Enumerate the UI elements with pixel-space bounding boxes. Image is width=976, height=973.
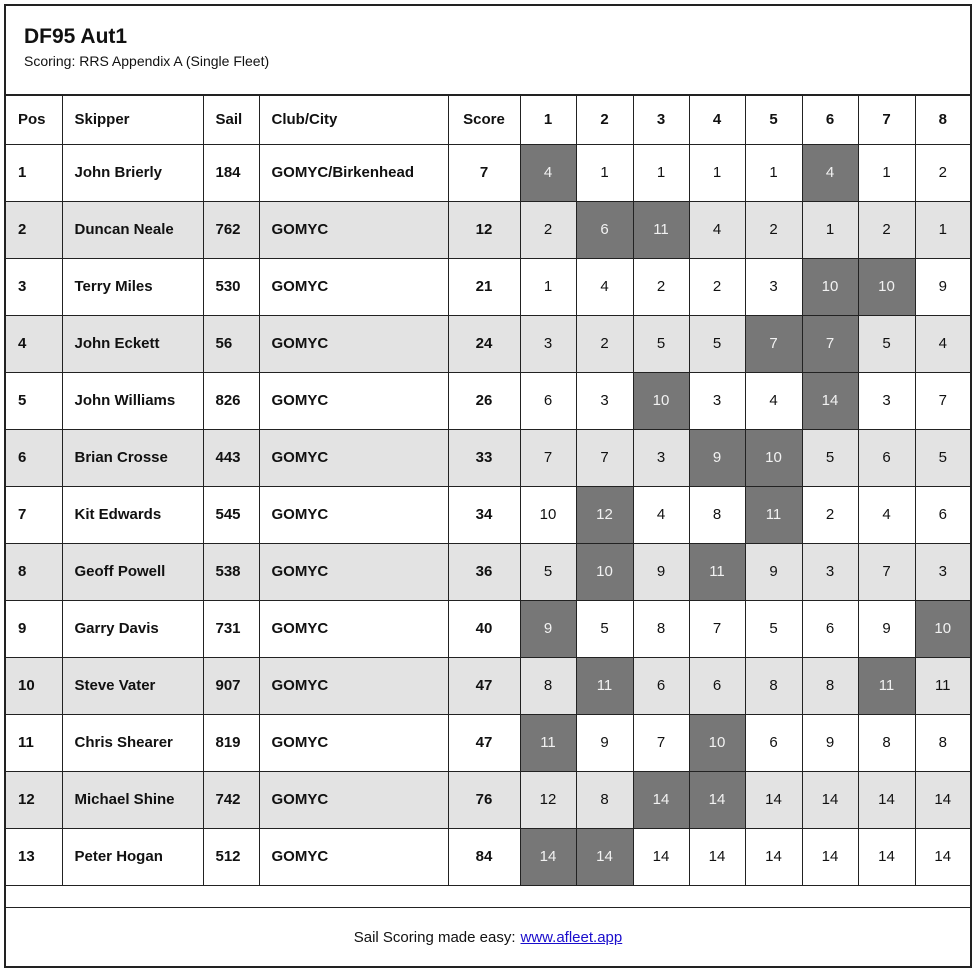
race-result-cell: 8	[576, 771, 633, 828]
table-row	[6, 372, 970, 429]
race-result-cell: 14	[745, 828, 802, 885]
position-cell: 4	[6, 315, 62, 372]
footer	[6, 907, 970, 966]
race-result-cell: 9	[576, 714, 633, 771]
position-cell: 11	[6, 714, 62, 771]
race-result-cell: 6	[802, 600, 858, 657]
score-cell: 47	[448, 714, 520, 771]
table-row	[6, 315, 970, 372]
race-result-cell: 8	[520, 657, 576, 714]
column-header-4: 4	[689, 96, 745, 144]
race-result-cell: 6	[689, 657, 745, 714]
race-result-cell: 3	[520, 315, 576, 372]
race-result-cell: 1	[689, 144, 745, 201]
race-result-cell: 14	[915, 771, 970, 828]
results-table	[6, 96, 970, 886]
race-result-cell: 2	[633, 258, 689, 315]
position-cell: 9	[6, 600, 62, 657]
race-result-cell: 12	[576, 486, 633, 543]
table-row	[6, 258, 970, 315]
sail-number-cell: 819	[203, 714, 259, 771]
club-cell: GOMYC	[259, 657, 448, 714]
race-result-cell: 14	[858, 771, 915, 828]
race-result-cell: 4	[520, 144, 576, 201]
skipper-cell: Chris Shearer	[62, 714, 203, 771]
column-header-skipper: Skipper	[62, 96, 203, 144]
race-result-cell: 9	[915, 258, 970, 315]
race-result-cell: 9	[802, 714, 858, 771]
position-cell: 12	[6, 771, 62, 828]
skipper-cell: Brian Crosse	[62, 429, 203, 486]
race-result-cell: 6	[915, 486, 970, 543]
table-row	[6, 600, 970, 657]
race-result-cell: 8	[633, 600, 689, 657]
score-cell: 40	[448, 600, 520, 657]
score-cell: 7	[448, 144, 520, 201]
column-header-5: 5	[745, 96, 802, 144]
race-result-cell: 9	[858, 600, 915, 657]
club-cell: GOMYC	[259, 201, 448, 258]
skipper-cell: Steve Vater	[62, 657, 203, 714]
race-result-cell: 14	[802, 372, 858, 429]
club-cell: GOMYC/Birkenhead	[259, 144, 448, 201]
table-row	[6, 429, 970, 486]
race-result-cell: 4	[915, 315, 970, 372]
club-cell: GOMYC	[259, 315, 448, 372]
race-result-cell: 1	[802, 201, 858, 258]
race-result-cell: 3	[689, 372, 745, 429]
club-cell: GOMYC	[259, 600, 448, 657]
race-result-cell: 14	[576, 828, 633, 885]
footer-text: Sail Scoring made easy:	[353, 928, 516, 946]
skipper-cell: Michael Shine	[62, 771, 203, 828]
score-cell: 34	[448, 486, 520, 543]
club-cell: GOMYC	[259, 258, 448, 315]
club-cell: GOMYC	[259, 486, 448, 543]
club-cell: GOMYC	[259, 771, 448, 828]
afleet-link[interactable]: www.afleet.app	[520, 928, 623, 946]
race-result-cell: 11	[689, 543, 745, 600]
race-result-cell: 2	[689, 258, 745, 315]
table-row	[6, 201, 970, 258]
race-result-cell: 3	[745, 258, 802, 315]
position-cell: 6	[6, 429, 62, 486]
skipper-cell: Geoff Powell	[62, 543, 203, 600]
race-result-cell: 5	[633, 315, 689, 372]
skipper-cell: Duncan Neale	[62, 201, 203, 258]
score-cell: 36	[448, 543, 520, 600]
club-cell: GOMYC	[259, 372, 448, 429]
race-result-cell: 14	[858, 828, 915, 885]
race-result-cell: 8	[915, 714, 970, 771]
score-cell: 33	[448, 429, 520, 486]
race-result-cell: 9	[745, 543, 802, 600]
race-result-cell: 1	[576, 144, 633, 201]
race-result-cell: 5	[802, 429, 858, 486]
position-cell: 7	[6, 486, 62, 543]
race-result-cell: 3	[802, 543, 858, 600]
race-result-cell: 3	[633, 429, 689, 486]
skipper-cell: Peter Hogan	[62, 828, 203, 885]
race-result-cell: 10	[915, 600, 970, 657]
skipper-cell: John Brierly	[62, 144, 203, 201]
race-result-cell: 14	[802, 771, 858, 828]
race-result-cell: 4	[633, 486, 689, 543]
race-result-cell: 14	[915, 828, 970, 885]
race-result-cell: 10	[802, 258, 858, 315]
column-header-6: 6	[802, 96, 858, 144]
race-result-cell: 7	[520, 429, 576, 486]
race-result-cell: 14	[633, 828, 689, 885]
race-result-cell: 14	[802, 828, 858, 885]
race-result-cell: 1	[915, 201, 970, 258]
race-result-cell: 11	[576, 657, 633, 714]
position-cell: 10	[6, 657, 62, 714]
race-result-cell: 8	[745, 657, 802, 714]
position-cell: 1	[6, 144, 62, 201]
race-result-cell: 10	[520, 486, 576, 543]
position-cell: 3	[6, 258, 62, 315]
sail-number-cell: 826	[203, 372, 259, 429]
sail-number-cell: 184	[203, 144, 259, 201]
column-header-2: 2	[576, 96, 633, 144]
sail-number-cell: 530	[203, 258, 259, 315]
race-result-cell: 5	[858, 315, 915, 372]
race-result-cell: 4	[689, 201, 745, 258]
skipper-cell: John Williams	[62, 372, 203, 429]
position-cell: 5	[6, 372, 62, 429]
score-cell: 47	[448, 657, 520, 714]
race-result-cell: 14	[689, 771, 745, 828]
column-header-7: 7	[858, 96, 915, 144]
column-header-sail: Sail	[203, 96, 259, 144]
race-result-cell: 14	[633, 771, 689, 828]
score-cell: 12	[448, 201, 520, 258]
race-result-cell: 14	[745, 771, 802, 828]
race-result-cell: 2	[915, 144, 970, 201]
column-header-score: Score	[448, 96, 520, 144]
table-row	[6, 828, 970, 885]
race-result-cell: 6	[745, 714, 802, 771]
race-result-cell: 2	[576, 315, 633, 372]
race-result-cell: 8	[802, 657, 858, 714]
race-result-cell: 9	[520, 600, 576, 657]
results-header	[6, 6, 970, 96]
race-result-cell: 9	[633, 543, 689, 600]
race-result-cell: 6	[858, 429, 915, 486]
scoring-subtitle: Scoring: RRS Appendix A (Single Fleet)	[24, 53, 270, 69]
sail-number-cell: 512	[203, 828, 259, 885]
race-result-cell: 11	[858, 657, 915, 714]
race-result-cell: 1	[745, 144, 802, 201]
race-result-cell: 11	[520, 714, 576, 771]
race-result-cell: 8	[858, 714, 915, 771]
skipper-cell: John Eckett	[62, 315, 203, 372]
score-cell: 84	[448, 828, 520, 885]
position-cell: 8	[6, 543, 62, 600]
race-result-cell: 7	[576, 429, 633, 486]
race-result-cell: 12	[520, 771, 576, 828]
race-result-cell: 1	[858, 144, 915, 201]
column-header-8: 8	[915, 96, 970, 144]
race-result-cell: 10	[858, 258, 915, 315]
race-result-cell: 7	[633, 714, 689, 771]
sail-number-cell: 762	[203, 201, 259, 258]
table-row	[6, 771, 970, 828]
race-result-cell: 11	[633, 201, 689, 258]
race-result-cell: 7	[915, 372, 970, 429]
results-sheet	[4, 4, 972, 968]
table-row	[6, 144, 970, 201]
club-cell: GOMYC	[259, 543, 448, 600]
table-row	[6, 543, 970, 600]
score-cell: 24	[448, 315, 520, 372]
race-result-cell: 11	[915, 657, 970, 714]
race-result-cell: 8	[689, 486, 745, 543]
race-result-cell: 5	[915, 429, 970, 486]
race-result-cell: 6	[576, 201, 633, 258]
column-header-1: 1	[520, 96, 576, 144]
sail-number-cell: 443	[203, 429, 259, 486]
table-row	[6, 657, 970, 714]
race-result-cell: 3	[915, 543, 970, 600]
race-result-cell: 1	[520, 258, 576, 315]
race-result-cell: 4	[745, 372, 802, 429]
club-cell: GOMYC	[259, 828, 448, 885]
table-row	[6, 486, 970, 543]
race-result-cell: 7	[858, 543, 915, 600]
sail-number-cell: 56	[203, 315, 259, 372]
position-cell: 13	[6, 828, 62, 885]
race-result-cell: 3	[858, 372, 915, 429]
sail-number-cell: 742	[203, 771, 259, 828]
race-result-cell: 5	[745, 600, 802, 657]
race-result-cell: 11	[745, 486, 802, 543]
skipper-cell: Terry Miles	[62, 258, 203, 315]
score-cell: 76	[448, 771, 520, 828]
skipper-cell: Garry Davis	[62, 600, 203, 657]
race-result-cell: 7	[745, 315, 802, 372]
score-cell: 21	[448, 258, 520, 315]
race-result-cell: 2	[802, 486, 858, 543]
race-result-cell: 7	[802, 315, 858, 372]
race-result-cell: 4	[858, 486, 915, 543]
sail-number-cell: 907	[203, 657, 259, 714]
race-result-cell: 9	[689, 429, 745, 486]
race-result-cell: 2	[520, 201, 576, 258]
race-result-cell: 3	[576, 372, 633, 429]
race-result-cell: 5	[576, 600, 633, 657]
race-result-cell: 14	[520, 828, 576, 885]
column-header-pos: Pos	[6, 96, 62, 144]
race-result-cell: 5	[689, 315, 745, 372]
race-result-cell: 7	[689, 600, 745, 657]
skipper-cell: Kit Edwards	[62, 486, 203, 543]
race-result-cell: 5	[520, 543, 576, 600]
table-row	[6, 714, 970, 771]
page-title: DF95 Aut1	[24, 25, 128, 48]
race-result-cell: 4	[802, 144, 858, 201]
race-result-cell: 1	[633, 144, 689, 201]
race-result-cell: 4	[576, 258, 633, 315]
sail-number-cell: 538	[203, 543, 259, 600]
race-result-cell: 2	[745, 201, 802, 258]
race-result-cell: 6	[633, 657, 689, 714]
sail-number-cell: 545	[203, 486, 259, 543]
race-result-cell: 14	[689, 828, 745, 885]
club-cell: GOMYC	[259, 714, 448, 771]
club-cell: GOMYC	[259, 429, 448, 486]
table-header-row	[6, 96, 970, 144]
column-header-3: 3	[633, 96, 689, 144]
race-result-cell: 10	[633, 372, 689, 429]
position-cell: 2	[6, 201, 62, 258]
race-result-cell: 10	[576, 543, 633, 600]
score-cell: 26	[448, 372, 520, 429]
table-body	[6, 144, 970, 885]
race-result-cell: 10	[689, 714, 745, 771]
race-result-cell: 6	[520, 372, 576, 429]
race-result-cell: 10	[745, 429, 802, 486]
race-result-cell: 2	[858, 201, 915, 258]
column-header-club-city: Club/City	[259, 96, 448, 144]
sail-number-cell: 731	[203, 600, 259, 657]
